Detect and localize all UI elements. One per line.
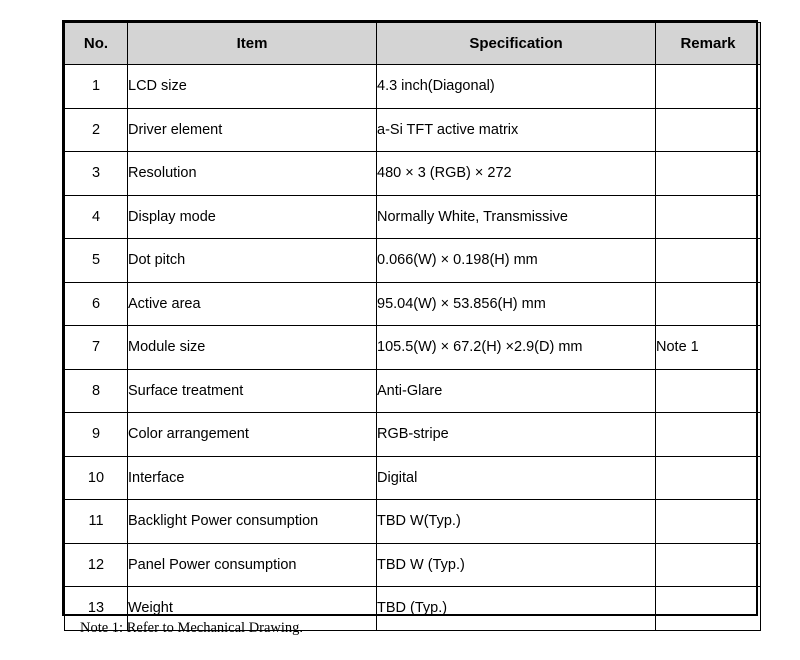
column-header-specification: Specification: [377, 23, 656, 65]
cell-item: Resolution: [128, 152, 377, 196]
table-row: [65, 369, 761, 413]
cell-item: Active area: [128, 282, 377, 326]
cell-item: Driver element: [128, 108, 377, 152]
cell-no: 9: [65, 413, 128, 457]
table-header: [65, 23, 761, 65]
cell-remark: [656, 413, 761, 457]
cell-no: 4: [65, 195, 128, 239]
table-row: [65, 413, 761, 457]
cell-item: Dot pitch: [128, 239, 377, 283]
specification-table: [64, 22, 761, 631]
cell-remark: [656, 65, 761, 109]
cell-specification: Anti-Glare: [377, 369, 656, 413]
cell-specification: 4.3 inch(Diagonal): [377, 65, 656, 109]
cell-specification: TBD (Typ.): [377, 587, 656, 631]
cell-no: 10: [65, 456, 128, 500]
table-row: [65, 456, 761, 500]
cell-specification: 0.066(W) × 0.198(H) mm: [377, 239, 656, 283]
column-header-no: No.: [65, 23, 128, 65]
cell-no: 7: [65, 326, 128, 370]
cell-no: 3: [65, 152, 128, 196]
cell-item: Interface: [128, 456, 377, 500]
cell-no: 2: [65, 108, 128, 152]
cell-item: Module size: [128, 326, 377, 370]
table-row: [65, 195, 761, 239]
cell-specification: 480 × 3 (RGB) × 272: [377, 152, 656, 196]
cell-remark: [656, 500, 761, 544]
cell-item: Display mode: [128, 195, 377, 239]
cell-remark: [656, 369, 761, 413]
table-body: [65, 65, 761, 631]
cell-item: Panel Power consumption: [128, 543, 377, 587]
cell-item: Backlight Power consumption: [128, 500, 377, 544]
cell-no: 8: [65, 369, 128, 413]
cell-no: 5: [65, 239, 128, 283]
table-row: [65, 152, 761, 196]
cell-item: Surface treatment: [128, 369, 377, 413]
table-header-row: [65, 23, 761, 65]
cell-specification: 95.04(W) × 53.856(H) mm: [377, 282, 656, 326]
cell-no: 6: [65, 282, 128, 326]
cell-remark: [656, 543, 761, 587]
cell-no: 1: [65, 65, 128, 109]
table-row: [65, 108, 761, 152]
cell-item: Color arrangement: [128, 413, 377, 457]
table-row: [65, 326, 761, 370]
cell-specification: RGB-stripe: [377, 413, 656, 457]
cell-specification: a-Si TFT active matrix: [377, 108, 656, 152]
cell-remark: Note 1: [656, 326, 761, 370]
cell-no: 11: [65, 500, 128, 544]
cell-item: LCD size: [128, 65, 377, 109]
table-row: [65, 500, 761, 544]
column-header-item: Item: [128, 23, 377, 65]
cell-remark: [656, 195, 761, 239]
cell-remark: [656, 108, 761, 152]
table-row: [65, 239, 761, 283]
column-header-remark: Remark: [656, 23, 761, 65]
cell-specification: 105.5(W) × 67.2(H) ×2.9(D) mm: [377, 326, 656, 370]
table-row: [65, 282, 761, 326]
cell-remark: [656, 282, 761, 326]
cell-specification: TBD W(Typ.): [377, 500, 656, 544]
cell-specification: Digital: [377, 456, 656, 500]
cell-specification: TBD W (Typ.): [377, 543, 656, 587]
table-row: [65, 543, 761, 587]
footnote: Note 1: Refer to Mechanical Drawing.: [80, 620, 304, 636]
cell-remark: [656, 456, 761, 500]
table-row: [65, 65, 761, 109]
cell-no: 13: [65, 587, 128, 631]
cell-item: Weight: [128, 587, 377, 631]
cell-remark: [656, 239, 761, 283]
cell-remark: [656, 587, 761, 631]
cell-specification: Normally White, Transmissive: [377, 195, 656, 239]
cell-remark: [656, 152, 761, 196]
cell-no: 12: [65, 543, 128, 587]
